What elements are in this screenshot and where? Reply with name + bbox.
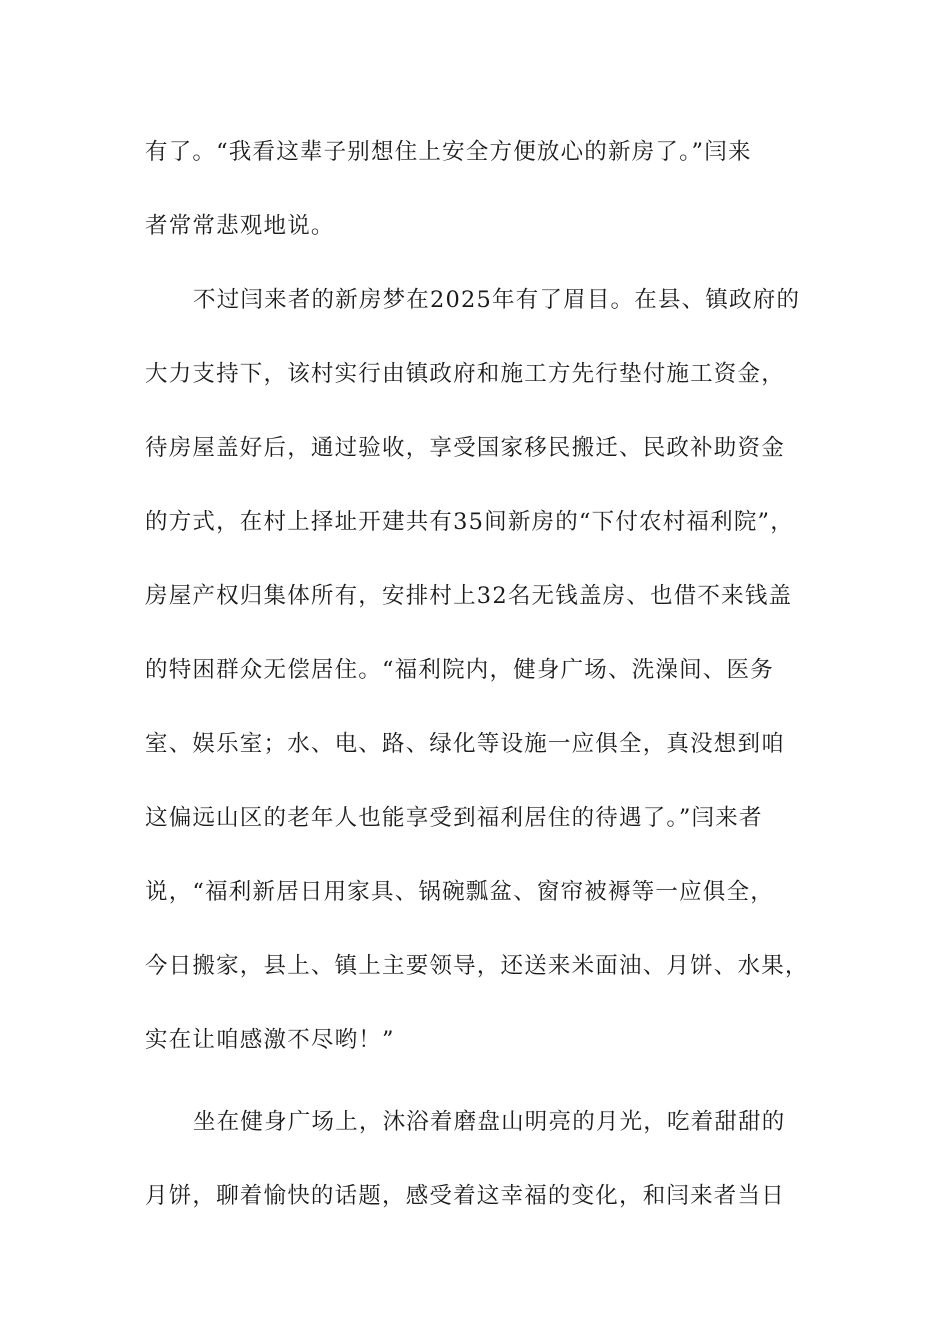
text-line: 房屋产权归集体所有，安排村上32名无钱盖房、也借不来钱盖	[145, 583, 793, 609]
paragraph-start-line: 不过闫来者的新房梦在2025年有了眉目。在县、镇政府的	[193, 287, 801, 313]
text-line: 待房屋盖好后，通过验收，享受国家移民搬迁、民政补助资金	[145, 435, 785, 461]
text-line: 的方式，在村上择址开建共有35间新房的“下付农村福利院”，	[145, 509, 794, 535]
text-line: 室、娱乐室；水、电、路、绿化等设施一应俱全，真没想到咱	[145, 731, 785, 757]
text-line: 这偏远山区的老年人也能享受到福利居住的待遇了。”闫来者	[145, 805, 763, 831]
text-line: 实在让咱感激不尽哟！”	[145, 1027, 395, 1053]
text-line: 大力支持下，该村实行由镇政府和施工方先行垫付施工资金，	[145, 361, 785, 387]
text-line: 者常常悲观地说。	[145, 213, 335, 239]
paragraph-start-line: 坐在健身广场上，沐浴着磨盘山明亮的月光，吃着甜甜的	[193, 1109, 786, 1135]
text-line: 的特困群众无偿居住。“福利院内，健身广场、洗澡间、医务	[145, 657, 774, 683]
text-line: 说，“福利新居日用家具、锅碗瓢盆、窗帘被褥等一应俱全，	[145, 879, 774, 905]
text-line: 月饼，聊着愉快的话题，感受着这幸福的变化，和闫来者当日	[145, 1183, 785, 1209]
text-line: 今日搬家，县上、镇上主要领导，还送来米面油、月饼、水果，	[145, 953, 809, 979]
text-line: 有了。“我看这辈子别想住上安全方便放心的新房了。”闫来	[145, 139, 752, 165]
